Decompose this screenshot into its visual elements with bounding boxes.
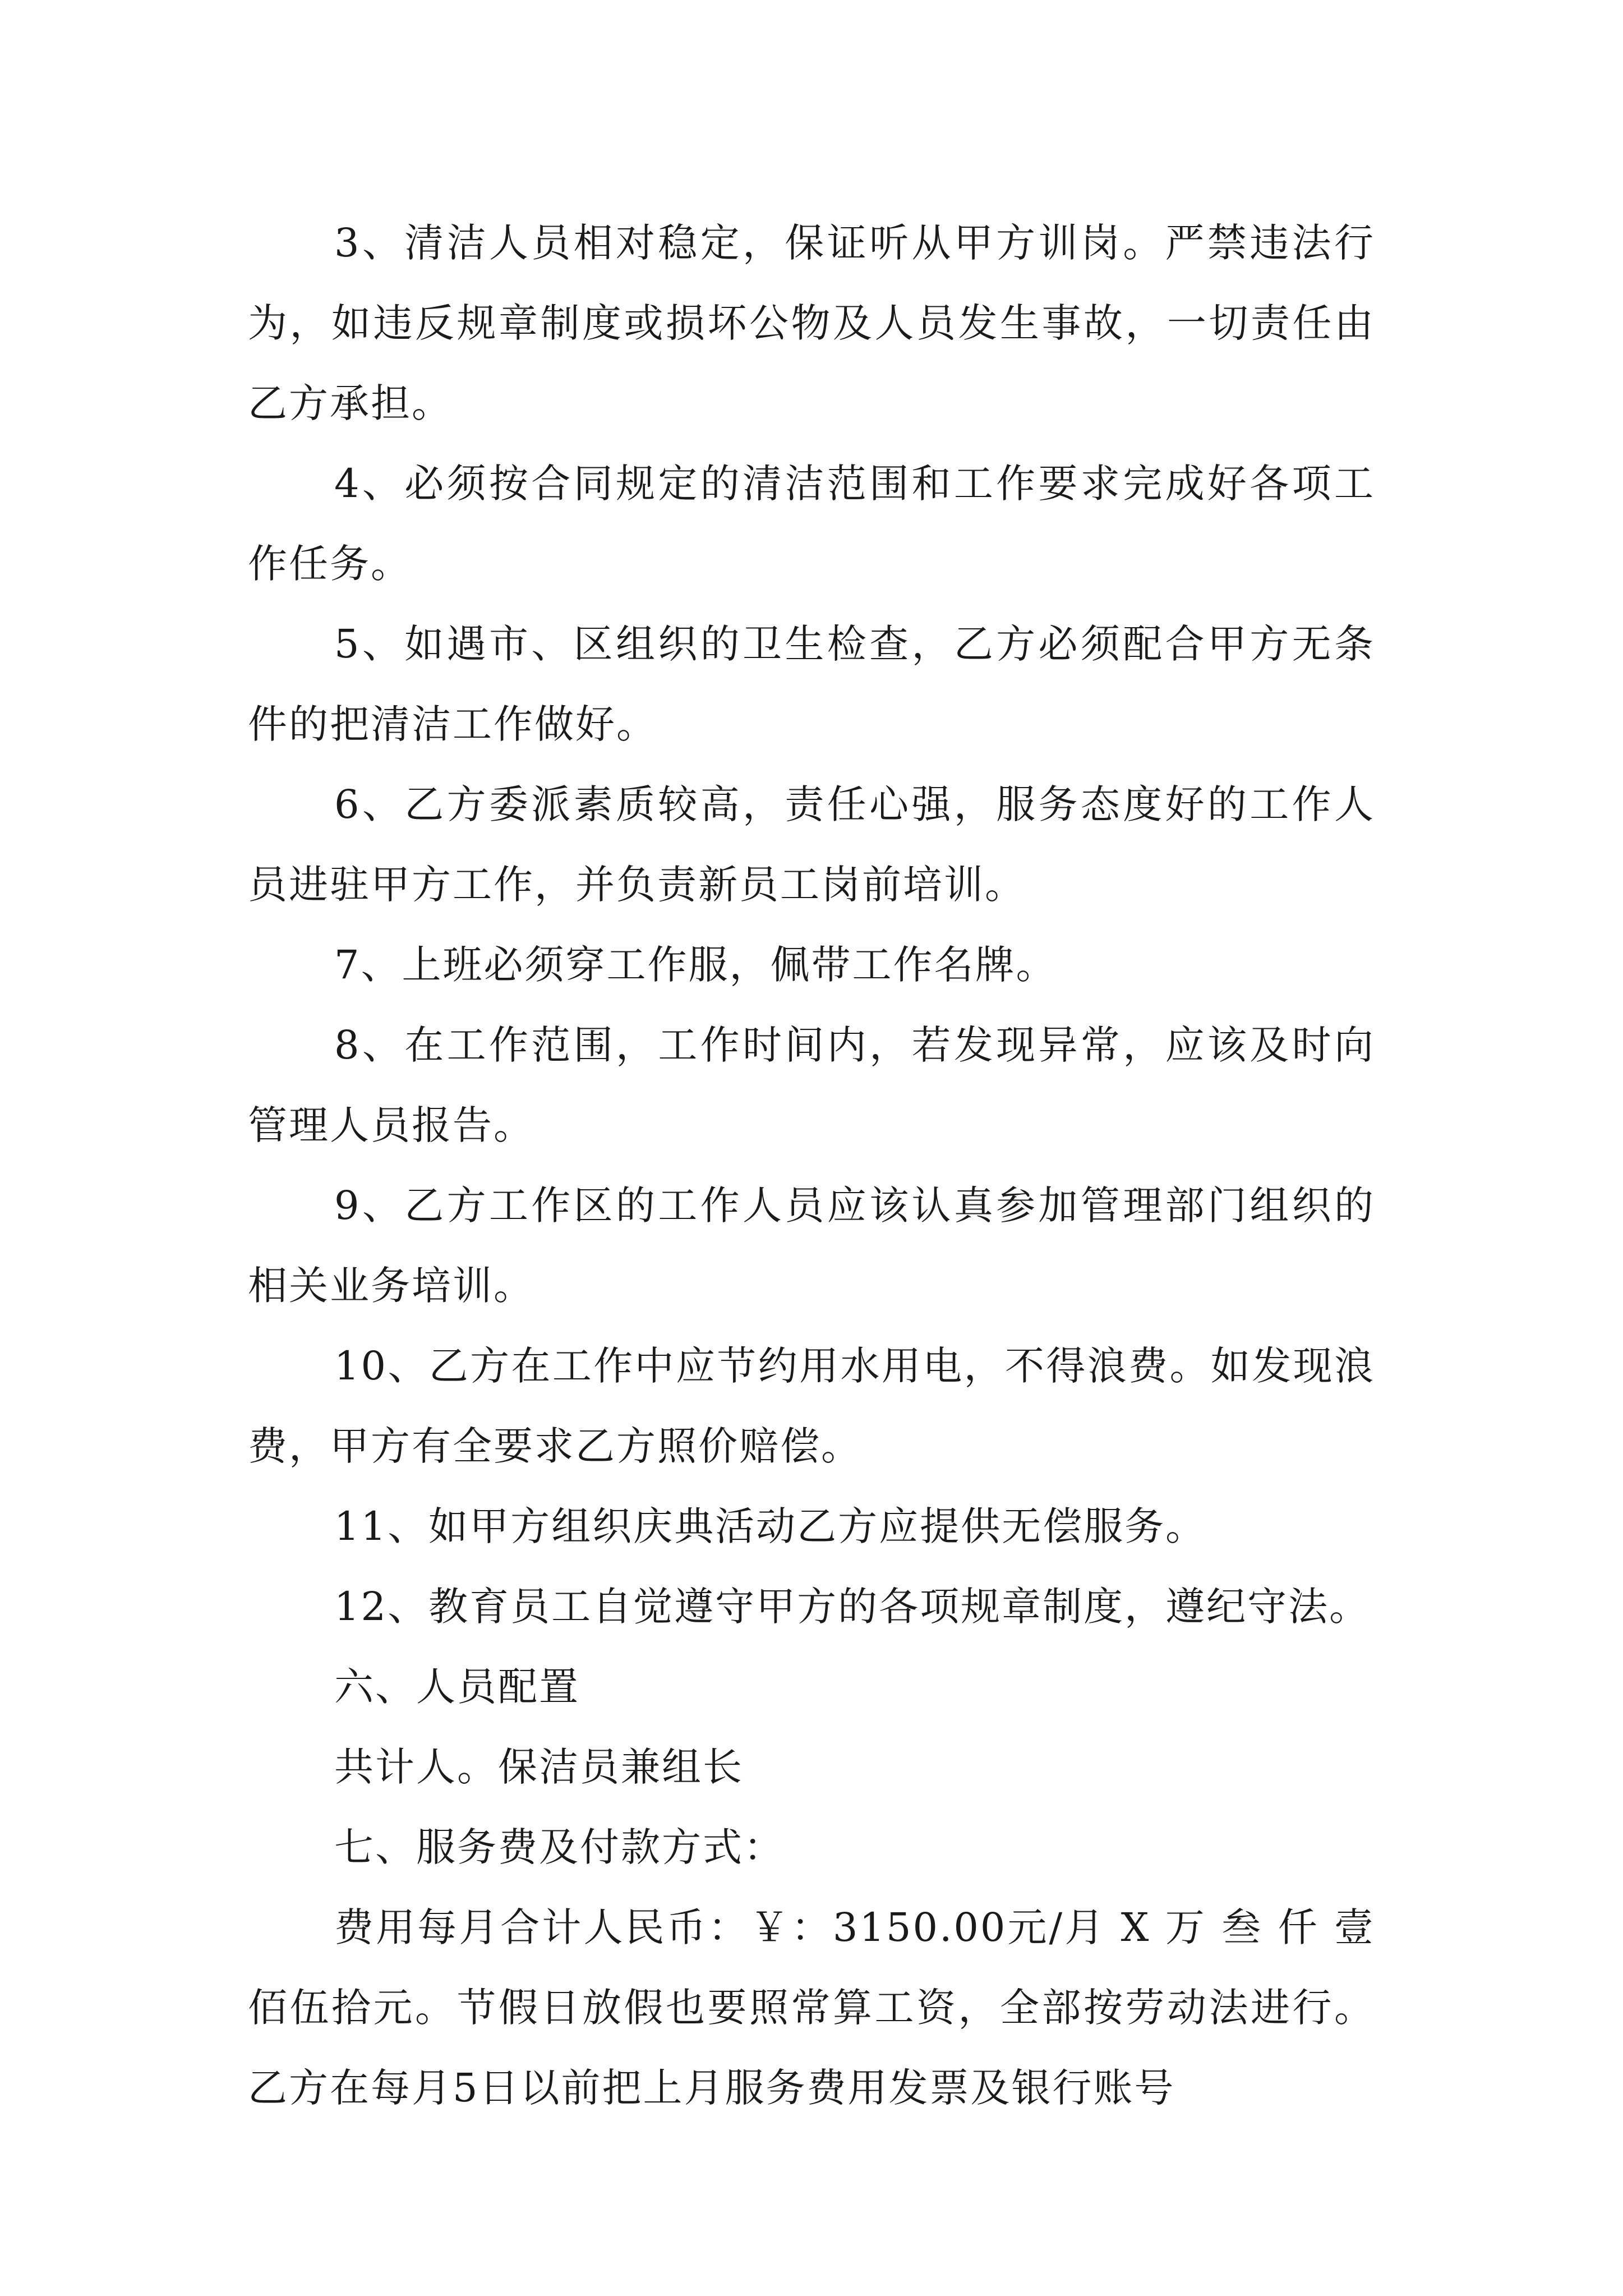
paragraph-item-11: 11、如甲方组织庆典活动乙方应提供无偿服务。 xyxy=(334,1503,1207,1549)
paragraph-item-9: 9、乙方工作区的工作人员应该认真参加管理部门组织的相关业务培训。 xyxy=(248,1182,1375,1309)
section-heading-staffing: 六、人员配置 xyxy=(334,1664,580,1710)
paragraph-item-5: 5、如遇市、区组织的卫生检查，乙方必须配合甲方无条件的把清洁工作做好。 xyxy=(248,621,1375,747)
paragraph-item-10: 10、乙方在工作中应节约用水用电，不得浪费。如发现浪费，甲方有全要求乙方照价赔偿。 xyxy=(248,1343,1375,1469)
paragraph-item-6: 6、乙方委派素质较高，责任心强，服务态度好的工作人员进驻甲方工作，并负责新员工岗前培训。 xyxy=(248,781,1375,908)
staffing-detail: 共计人。保洁员兼组长 xyxy=(334,1744,744,1790)
paragraph-item-12: 12、教育员工自觉遵守甲方的各项规章制度，遵纪守法。 xyxy=(334,1584,1371,1630)
section-heading-fees: 七、服务费及付款方式： xyxy=(334,1824,785,1870)
paragraph-item-4: 4、必须按合同规定的清洁范围和工作要求完成好各项工作任务。 xyxy=(248,461,1375,587)
document-body xyxy=(248,203,1375,2128)
paragraph-item-7: 7、上班必须穿工作服，佩带工作名牌。 xyxy=(334,942,1057,988)
paragraph-item-3: 3、清洁人员相对稳定，保证听从甲方训岗。严禁违法行为，如违反规章制度或损坏公物及人员发生事故，一切责任由乙方承担。 xyxy=(248,220,1375,426)
fees-detail: 费用每月合计人民币：￥：3150.00元/月 X 万 叁 仟 壹 佰伍拾元。节假日放假也要照常算工资，全部按劳动法进行。乙方在每月5日以前把上月服务费用发票及银行账号 xyxy=(248,1904,1375,2111)
paragraph-item-8: 8、在工作范围，工作时间内，若发现异常，应该及时向管理人员报告。 xyxy=(248,1022,1375,1148)
